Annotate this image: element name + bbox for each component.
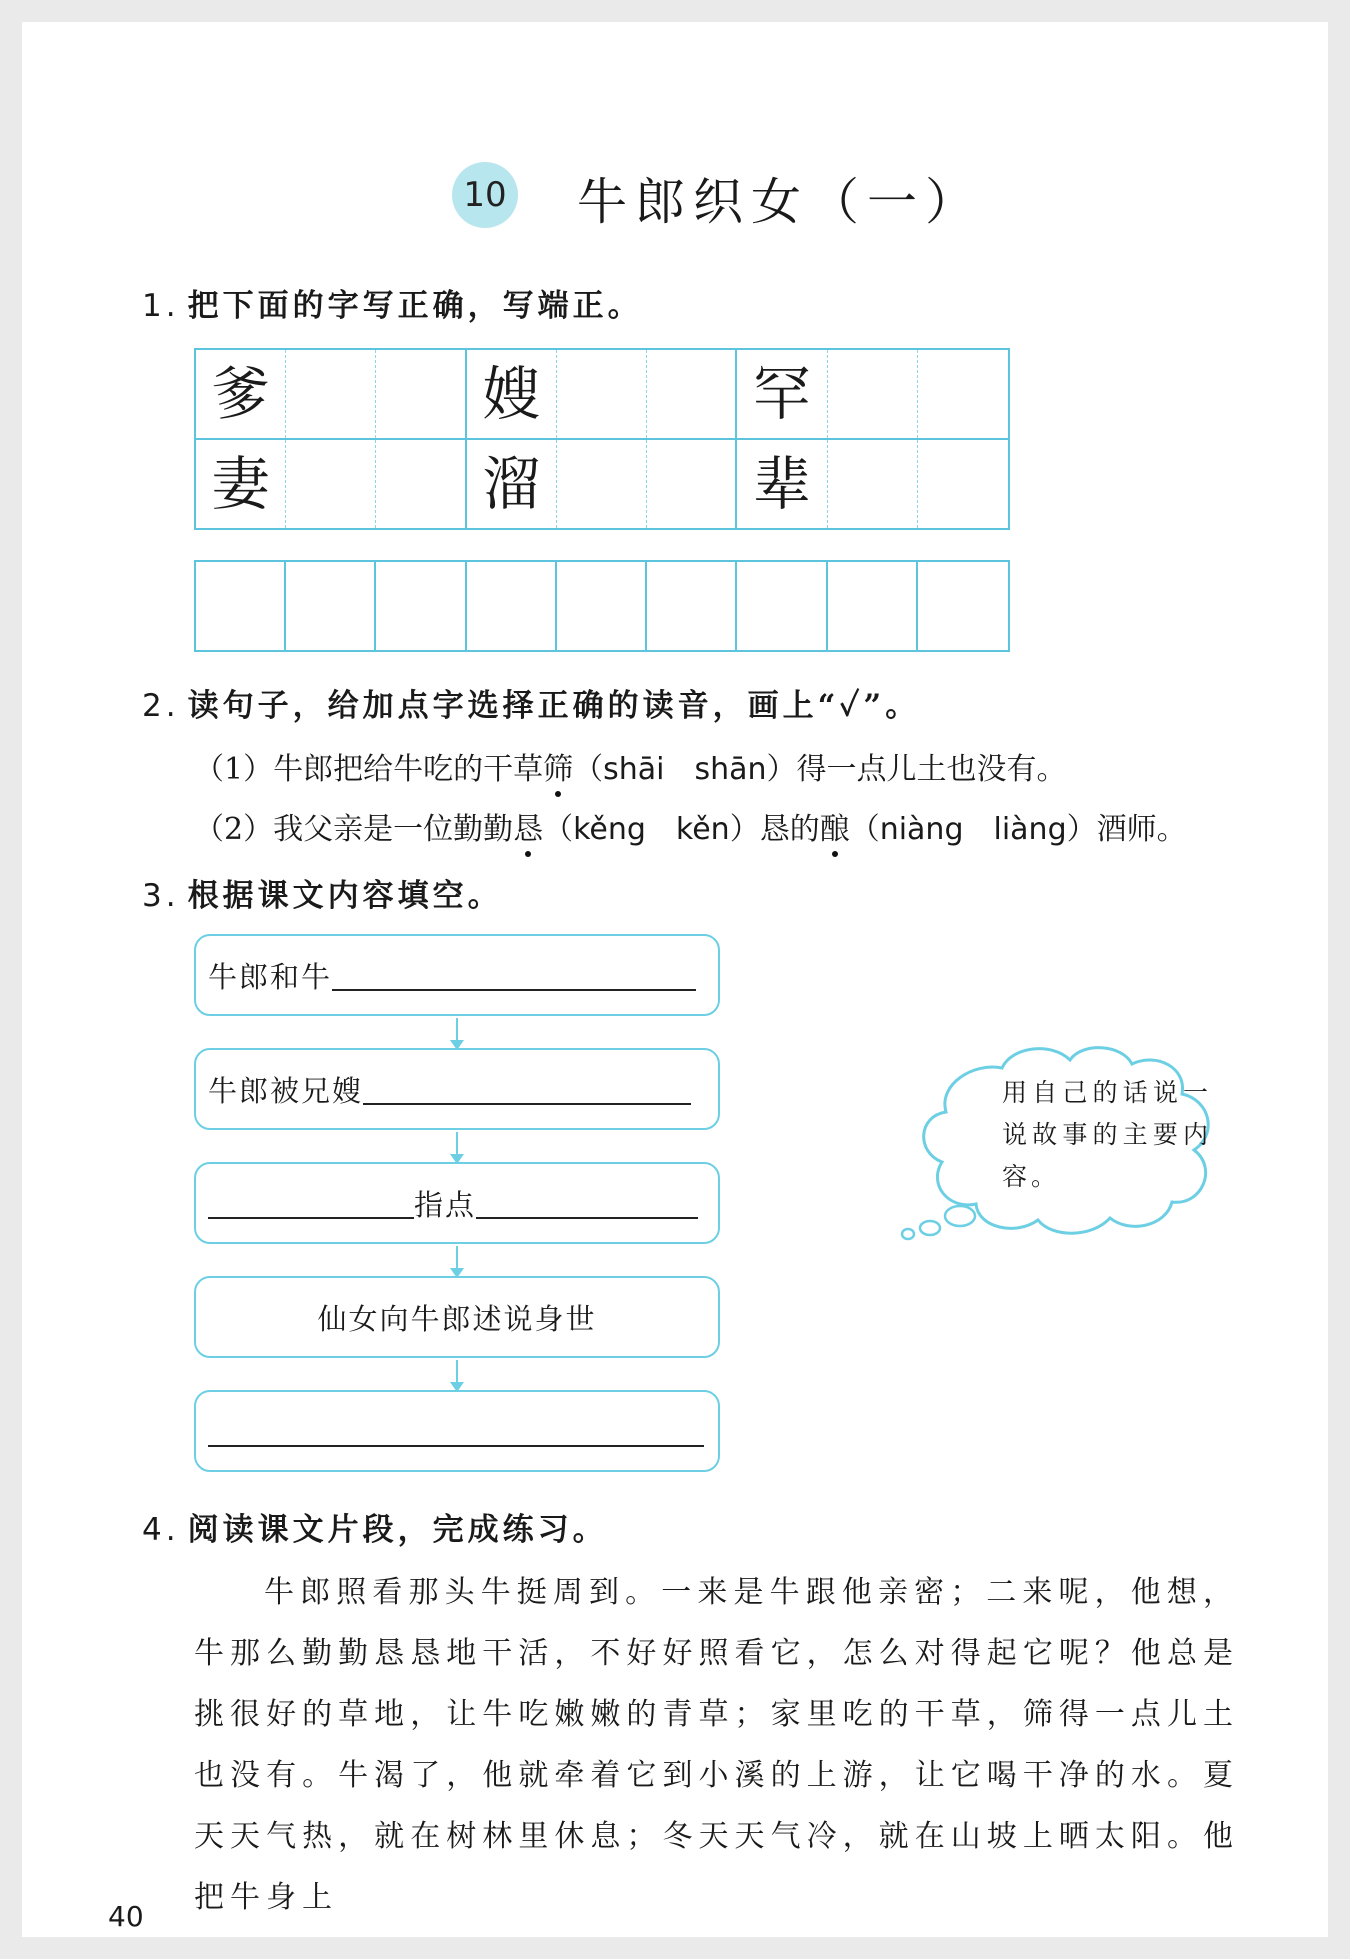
question-2-heading	[142, 680, 920, 725]
question-number: 4.	[142, 1512, 180, 1548]
question-number: 1.	[142, 288, 180, 324]
grid-cell[interactable]	[376, 440, 466, 528]
sentence-2	[194, 804, 1187, 848]
flow-step-label: 指点	[414, 1187, 477, 1222]
workbook-page	[22, 22, 1328, 1937]
sentence-text: 得一点儿土也没有。	[796, 752, 1067, 787]
question-number: 3.	[142, 878, 180, 914]
grid-cell[interactable]	[647, 562, 737, 650]
question-3-heading	[142, 870, 503, 915]
question-instruction: 阅读课文片段，完成练习。	[187, 1512, 608, 1548]
answer-blank[interactable]	[208, 1187, 414, 1219]
pinyin-option[interactable]: niàng	[879, 812, 964, 847]
flow-step-4	[194, 1276, 720, 1358]
grid-cell[interactable]	[286, 350, 376, 438]
question-instruction: 把下面的字写正确，写端正。	[187, 288, 643, 324]
sentence-text: 恳的	[759, 812, 820, 847]
flow-step-5	[194, 1390, 720, 1472]
grid-cell[interactable]	[467, 562, 557, 650]
grid-cell[interactable]	[557, 350, 647, 438]
writing-grid	[194, 348, 1010, 530]
dotted-character: 恳	[513, 812, 544, 847]
grid-cell[interactable]	[286, 562, 376, 650]
paren: （	[573, 752, 604, 787]
lesson-number-badge: 10	[452, 162, 518, 228]
paren: （	[543, 812, 574, 847]
grid-cell[interactable]: 妻	[196, 440, 286, 528]
reading-passage: 牛郎照看那头牛挺周到。一来是牛跟他亲密；二来呢，他想，牛那么勤勤恳恳地干活，不好好照看它，怎么对得起它呢？他总是挑很好的草地，让牛吃嫩嫩的青草；家里吃的干草，筛得一点儿土也没有。牛渴了，他就牵着它到小溪的上游，让它喝干净的水。夏天天气热，就在树林里休息；冬天天气冷，就在山坡上晒太阳。他把牛身上	[194, 1575, 1239, 1915]
sentence-label: （2）	[194, 812, 274, 847]
sentence-text: 酒师。	[1096, 812, 1187, 847]
grid-cell[interactable]	[286, 440, 376, 528]
page-number: 40	[108, 1900, 144, 1933]
grid-cell[interactable]	[647, 350, 737, 438]
grid-cell[interactable]	[918, 350, 1008, 438]
answer-blank[interactable]	[208, 1415, 704, 1447]
grid-cell[interactable]	[376, 562, 466, 650]
flow-arrow	[456, 1018, 458, 1048]
grid-cell[interactable]: 爹	[196, 350, 286, 438]
grid-row	[196, 438, 1008, 528]
grid-cell[interactable]	[828, 562, 918, 650]
grid-cell[interactable]	[557, 440, 647, 528]
flow-arrow	[456, 1132, 458, 1162]
grid-cell[interactable]	[828, 350, 918, 438]
thought-cloud-hint: 用自己的话说一说故事的主要内容。	[1002, 1078, 1212, 1191]
sentence-text: 牛郎把给牛吃的干草	[273, 752, 544, 787]
grid-cell[interactable]: 辈	[737, 440, 827, 528]
question-number: 2.	[142, 688, 180, 724]
question-instruction: 根据课文内容填空。	[187, 878, 503, 914]
paren: ）	[1066, 812, 1097, 847]
flow-step-label: 牛郎和牛	[208, 959, 333, 994]
sentence-1	[194, 744, 1067, 788]
sentence-label: （1）	[194, 752, 274, 787]
dotted-character: 筛	[543, 752, 574, 787]
answer-blank[interactable]	[332, 959, 696, 991]
answer-blank[interactable]	[476, 1187, 698, 1219]
grid-cell[interactable]: 溜	[467, 440, 557, 528]
paren: ）	[729, 812, 760, 847]
pinyin-option[interactable]: kěn	[675, 812, 730, 847]
grid-cell[interactable]: 罕	[737, 350, 827, 438]
sentence-text: 我父亲是一位勤勤	[273, 812, 514, 847]
grid-cell[interactable]	[376, 350, 466, 438]
flow-arrow	[456, 1360, 458, 1390]
flow-step-3	[194, 1162, 720, 1244]
grid-cell[interactable]	[557, 562, 647, 650]
grid-cell[interactable]	[737, 562, 827, 650]
grid-cell[interactable]: 嫂	[467, 350, 557, 438]
flow-arrow	[456, 1246, 458, 1276]
grid-cell[interactable]	[647, 440, 737, 528]
paren: ）	[766, 752, 797, 787]
pinyin-option[interactable]: liàng	[993, 812, 1067, 847]
paren: （	[849, 812, 880, 847]
grid-cell[interactable]	[196, 562, 286, 650]
question-4-heading	[142, 1504, 608, 1549]
pinyin-option[interactable]: shān	[694, 752, 767, 787]
flow-step-label: 仙女向牛郎述说身世	[317, 1301, 597, 1336]
grid-cell[interactable]	[918, 440, 1008, 528]
flow-step-2	[194, 1048, 720, 1130]
question-1-heading	[142, 280, 643, 325]
flow-step-label: 牛郎被兄嫂	[208, 1073, 364, 1108]
pinyin-option[interactable]: shāi	[603, 752, 665, 787]
grid-cell[interactable]	[828, 440, 918, 528]
lesson-title: 牛郎织女（一）	[577, 173, 983, 231]
grid-row	[196, 562, 1008, 650]
dotted-character: 酿	[819, 812, 850, 847]
writing-grid-empty	[194, 560, 1010, 652]
pinyin-option[interactable]: kěng	[573, 812, 646, 847]
grid-row	[196, 350, 1008, 438]
answer-blank[interactable]	[363, 1073, 691, 1105]
grid-cell[interactable]	[918, 562, 1008, 650]
flow-step-1	[194, 934, 720, 1016]
question-instruction: 读句子，给加点字选择正确的读音，画上“✓”。	[187, 688, 921, 724]
